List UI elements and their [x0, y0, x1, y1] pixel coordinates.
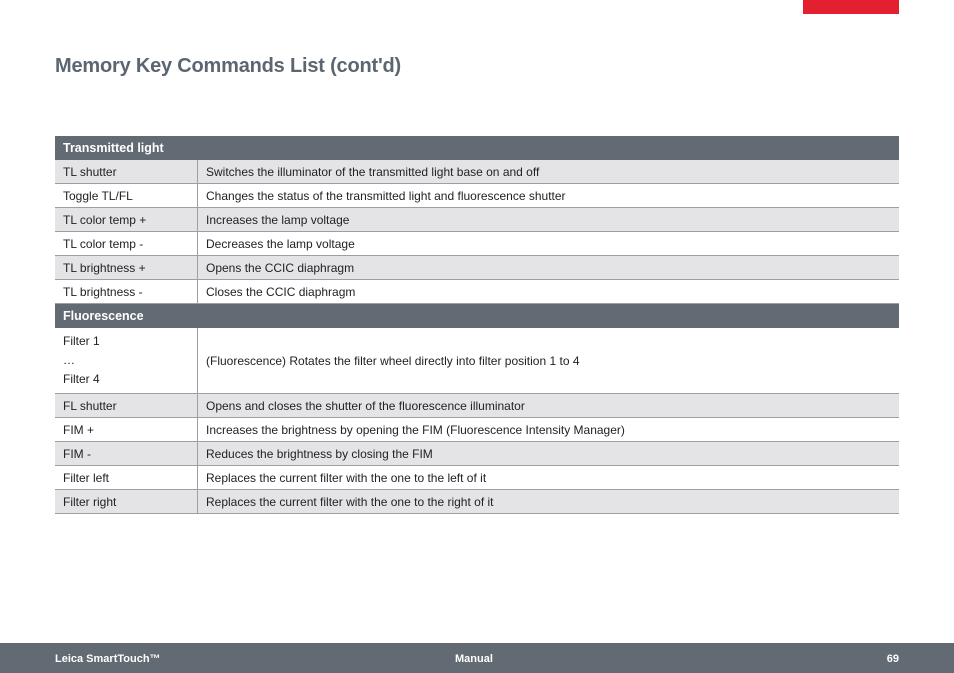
- accent-tab: [803, 0, 899, 14]
- page-footer: [0, 643, 954, 673]
- section-title: Transmitted light: [55, 136, 899, 160]
- table-row: [55, 394, 899, 418]
- command-description: Closes the CCIC diaphragm: [198, 280, 900, 304]
- page-title: Memory Key Commands List (cont'd): [55, 55, 401, 77]
- section-header-fluorescence: [55, 304, 899, 328]
- table-row: [55, 490, 899, 514]
- section-header-transmitted-light: [55, 136, 899, 160]
- table-row: [55, 184, 899, 208]
- command-key-line: …: [63, 353, 75, 367]
- page-number: 69: [886, 653, 899, 665]
- commands-table: [55, 136, 899, 514]
- command-key: Toggle TL/FL: [55, 184, 198, 208]
- command-key: TL brightness -: [55, 280, 198, 304]
- command-description: Opens the CCIC diaphragm: [198, 256, 900, 280]
- table-row: [55, 280, 899, 304]
- command-key: FIM -: [55, 442, 198, 466]
- table-row: [55, 232, 899, 256]
- command-key: FL shutter: [55, 394, 198, 418]
- command-description: Replaces the current filter with the one to the right of it: [198, 490, 900, 514]
- table-row: [55, 160, 899, 184]
- command-key: FIM +: [55, 418, 198, 442]
- footer-doc-type: Manual: [455, 653, 493, 665]
- command-key: TL shutter: [55, 160, 198, 184]
- command-key: [55, 328, 198, 394]
- command-description: Opens and closes the shutter of the fluorescence illuminator: [198, 394, 900, 418]
- command-key-line: Filter 1: [63, 334, 100, 348]
- command-key: TL color temp -: [55, 232, 198, 256]
- command-key-line: Filter 4: [63, 372, 100, 386]
- command-description: (Fluorescence) Rotates the filter wheel directly into filter position 1 to 4: [198, 328, 900, 394]
- command-description: Reduces the brightness by closing the FIM: [198, 442, 900, 466]
- command-description: Decreases the lamp voltage: [198, 232, 900, 256]
- command-key: TL brightness +: [55, 256, 198, 280]
- footer-product: Leica SmartTouch™: [55, 653, 161, 665]
- table-row: [55, 442, 899, 466]
- table-row: [55, 418, 899, 442]
- command-description: Replaces the current filter with the one to the left of it: [198, 466, 900, 490]
- table-row: [55, 328, 899, 394]
- command-key: Filter right: [55, 490, 198, 514]
- command-description: Switches the illuminator of the transmitted light base on and off: [198, 160, 900, 184]
- table-row: [55, 466, 899, 490]
- command-key: TL color temp +: [55, 208, 198, 232]
- command-description: Increases the lamp voltage: [198, 208, 900, 232]
- command-description: Changes the status of the transmitted light and fluorescence shutter: [198, 184, 900, 208]
- command-description: Increases the brightness by opening the FIM (Fluorescence Intensity Manager): [198, 418, 900, 442]
- section-title: Fluorescence: [55, 304, 899, 328]
- command-key: Filter left: [55, 466, 198, 490]
- table-row: [55, 256, 899, 280]
- table-row: [55, 208, 899, 232]
